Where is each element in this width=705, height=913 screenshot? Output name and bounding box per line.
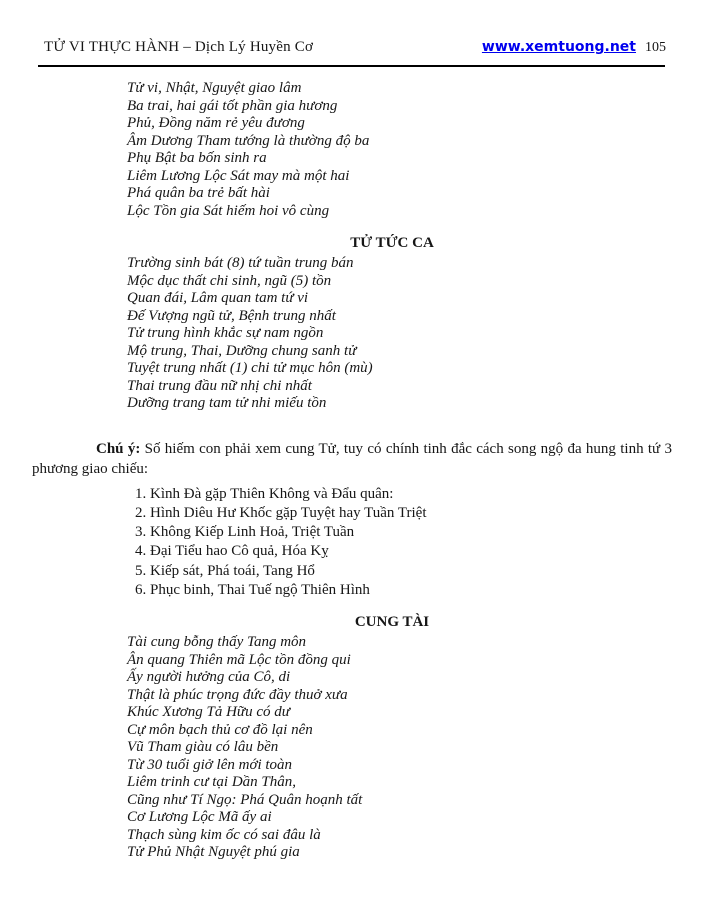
verse-line: Tử trung hình khắc sự nam ngồn (127, 325, 324, 341)
verse-line: Phủ, Đồng năm rẻ yêu đương (127, 115, 305, 131)
list-item: 4. Đại Tiểu hao Cô quả, Hóa Kỵ (135, 543, 329, 560)
poem-block-2 (127, 255, 672, 413)
verse-line: Lộc Tồn gia Sát hiếm hoi vô cùng (127, 202, 330, 219)
verse-line: Trường sinh bát (8) tứ tuần trung bán (127, 255, 354, 271)
note-paragraph (32, 439, 672, 479)
page-number: 105 (645, 40, 666, 55)
list-item: 3. Không Kiếp Linh Hoả, Triệt Tuần (135, 524, 355, 541)
poem-block-1 (127, 80, 672, 220)
list-item: 6. Phục binh, Thai Tuế ngộ Thiên Hình (135, 581, 370, 598)
list-item: 2. Hình Diêu Hư Khốc gặp Tuyệt hay Tuần Triệt (135, 504, 427, 521)
header-title: TỬ VI THỰC HÀNH – Dịch Lý Huyền Cơ (44, 39, 314, 55)
section-heading-cung-tai: CUNG TÀI (354, 614, 430, 631)
verse-line: Mộ trung, Thai, Dưỡng chung sanh tử (127, 342, 357, 359)
list-item: 1. Kình Đà gặp Thiên Không và Đẩu quân: (135, 485, 394, 502)
verse-line: Tài cung bỗng thấy Tang môn (127, 634, 307, 651)
verse-line: Phá quân ba trẻ bất hài (127, 185, 270, 201)
verse-line: Âm Dương Tham tướng là thường độ ba (127, 132, 370, 149)
header-divider (38, 65, 665, 67)
verse-line: Khúc Xương Tả Hữu có dư (127, 704, 290, 721)
header-right (482, 38, 666, 56)
verse-line: Liêm Lương Lộc Sát may mà một hai (127, 167, 350, 184)
verse-line: Tử Phủ Nhật Nguyệt phú gia (127, 844, 300, 861)
verse-line: Mộc dục thất chi sinh, ngũ (5) tồn (127, 272, 332, 289)
verse-line: Liêm trinh cư tại Dần Thân, (127, 774, 297, 791)
numbered-list (135, 485, 672, 601)
note-label: Chú ý: (96, 440, 141, 457)
verse-line: Phụ Bật ba bốn sinh ra (127, 150, 267, 166)
verse-line: Ấy người hưởng của Cô, di (127, 669, 291, 686)
page-header (32, 38, 672, 56)
verse-line: Đế Vượng ngũ tử, Bệnh trung nhất (127, 307, 336, 324)
verse-line: Từ 30 tuổi giở lên mới toàn (127, 756, 293, 773)
site-link[interactable]: www.xemtuong.net (481, 39, 636, 55)
verse-line: Ba trai, hai gái tốt phần gia hương (127, 97, 338, 114)
poem-block-3 (127, 634, 672, 862)
verse-line: Thật là phúc trọng đức đầy thuở xưa (127, 686, 348, 703)
verse-line: Thạch sùng kim ốc có sai đâu là (127, 826, 321, 843)
verse-line: Thai trung đầu nữ nhị chi nhất (127, 377, 312, 394)
verse-line: Cũng như Tí Ngọ: Phá Quân hoạnh tất (127, 791, 363, 808)
verse-line: Tử vi, Nhật, Nguyệt giao lâm (127, 80, 302, 96)
list-item: 5. Kiếp sát, Phá toái, Tang Hổ (135, 562, 315, 579)
section-heading-tu-tuc-ca: TỬ TỨC CA (350, 235, 434, 251)
verse-line: Cơ Lương Lộc Mã ấy ai (127, 809, 272, 826)
verse-line: Vũ Tham giàu có lâu bền (127, 739, 279, 756)
verse-line: Quan đái, Lâm quan tam tứ vi (127, 290, 309, 306)
verse-line: Tuyệt trung nhất (1) chi tử mục hôn (mù) (127, 360, 373, 376)
verse-line: Cự môn bạch thủ cơ đồ lại nên (127, 721, 313, 738)
verse-line: Dưỡng trang tam tử nhi miếu tồn (127, 395, 327, 411)
note-text: Số hiếm con phải xem cung Tử, tuy có chính tinh đắc cách song ngộ đa hung tinh tứ 3 phương giao chiếu: (32, 440, 672, 477)
verse-line: Ân quang Thiên mã Lộc tồn đồng qui (127, 651, 351, 668)
